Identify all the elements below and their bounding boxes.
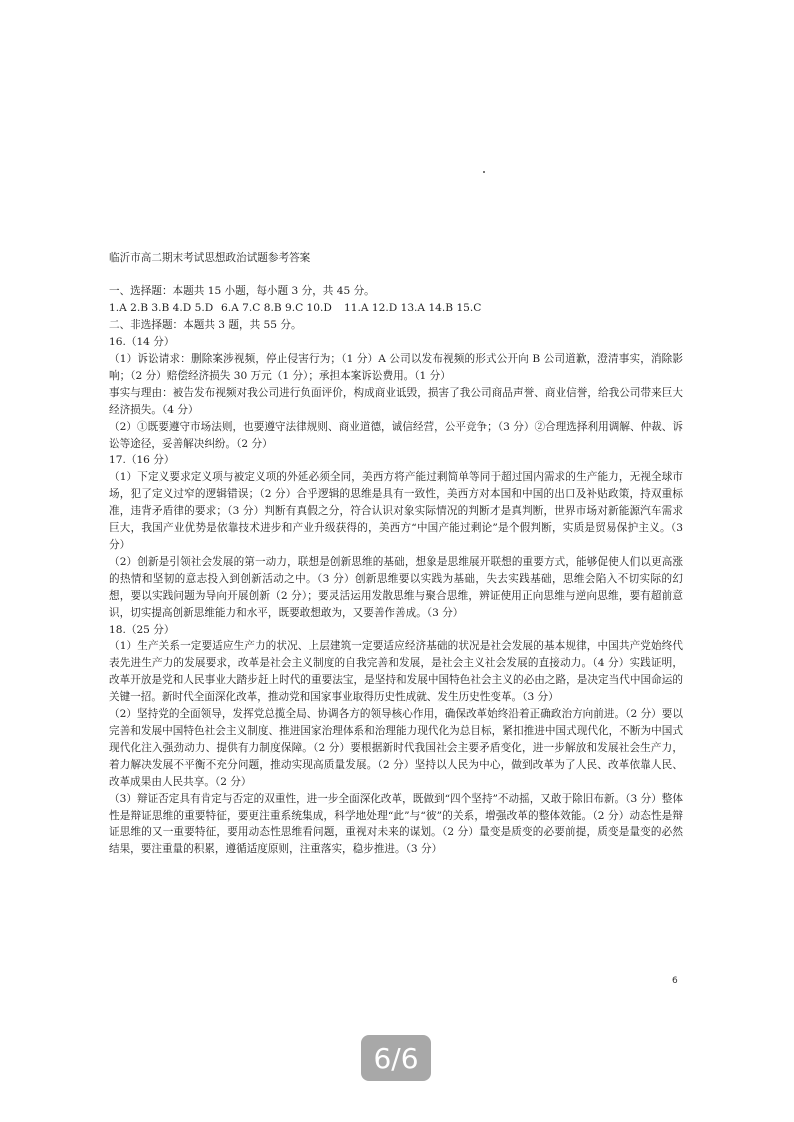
q17-header: 17.（16 分） <box>109 454 175 467</box>
document-title: 临沂市高二期末考试思想政治试题参考答案 <box>109 252 311 264</box>
section2-heading: 二、非选择题：本题共 3 题，共 55 分。 <box>109 319 302 332</box>
q18-part3: （3）辩证否定具有肯定与否定的双重性，进一步全面深化改革，既做到“四个坚持”不动摇，又敢于除旧布新。（3 分）整体性是辩证思维的重要特征，要更注重系统集成，科学地处理“此”与“彼”的关系，增强改革的整体效能。（2 分）动态性是辩证思维的又一重要特征，要用动态性思维看问题，重视对未来的谋划。（2 分）量变是质变的必要前提，质变是量变的必然结果，要注重量的积累，遵循适度原则，注重落实，稳步推进。（3 分） <box>109 792 683 856</box>
q18-part1: （1）生产关系一定要适应生产力的状况、上层建筑一定要适应经济基础的状况是社会发展的基本规律，中国共产党始终代表先进生产力的发展要求，改革是社会主义制度的自我完善和发展，是社会主义社会发展的直接动力。（4 分）实践证明，改革开放是党和人民事业大踏步赶上时代的重要法宝，是坚持和发展中国特色社会主义的必由之路，是决定当代中国命运的关键一招。新时代全面深化改革，推动党和国家事业取得历史性成就、发生历史性变革。（3 分） <box>109 640 683 704</box>
page-indicator[interactable]: 6/6 <box>361 1035 431 1081</box>
answers-6-10: 6.A 7.C 8.B 9.C 10.D <box>221 302 332 315</box>
answers-1-5: 1.A 2.B 3.B 4.D 5.D <box>109 302 214 315</box>
answers-11-15: 11.A 12.D 13.A 14.B 15.C <box>344 302 482 315</box>
q16-reason: 事实与理由：被告发布视频对我公司进行负面评价，构成商业诋毁，损害了我公司商品声誉、商业信誉，给我公司带来巨大经济损失。（4 分） <box>109 386 683 416</box>
q17-part1: （1）下定义要求定义项与被定义项的外延必须全同，美西方将产能过剩简单等同于超过国内需求的生产能力，无视全球市场，犯了定义过窄的逻辑错误；（2 分）合乎逻辑的思维是具有一致性，美西方对本国和中国的出口及补贴政策，持双重标准，违背矛盾律的要求；（3 分）判断有真假之分，符合认识对象实际情况的判断才是真判断，世界市场对新能源汽车需求巨大，我国产业优势是依靠技术进步和产业升级获得的，美西方“中国产能过剩论”是个假判断，实质是贸易保护主义。（3 分） <box>109 471 683 551</box>
q16-part2: （2）①既要遵守市场法则，也要遵守法律规则、商业道德，诚信经营，公平竞争；（3 分）②合理选择利用调解、仲裁、诉讼等途径，妥善解决纠纷。（2 分） <box>109 420 683 450</box>
section1-heading: 一、选择题：本题共 15 小题，每小题 3 分，共 45 分。 <box>109 285 375 298</box>
q16-part1: （1）诉讼请求：删除案涉视频，停止侵害行为；（1 分）A 公司以发布视频的形式公开向 B 公司道歉，澄清事实，消除影响；（2 分）赔偿经济损失 30 万元（1 分）；承担本案诉讼费用。（1 分） <box>109 353 683 382</box>
q16-header: 16.（14 分） <box>109 336 175 349</box>
q17-part2: （2）创新是引领社会发展的第一动力，联想是创新思维的基础，想象是思维展开联想的重要方式，能够促使人们以更高涨的热情和坚韧的意志投入到创新活动之中。（3 分）创新思维要以实践为基础，失去实践基础，思维会陷入不切实际的幻想，要以实践问题为导向开展创新（2 分）；要灵活运用发散思维与聚合思维，辨证使用正向思维与逆向思维，要有超前意识，切实提高创新思维能力和水平，既要敢想敢为，又要善作善成。（3 分） <box>109 555 683 619</box>
answer-document <box>109 250 683 858</box>
scan-speck <box>483 171 485 173</box>
page-number: 6 <box>672 976 678 986</box>
q18-part2: （2）坚持党的全面领导，发挥党总揽全局、协调各方的领导核心作用，确保改革始终沿着正确政治方向前进。（2 分）要以完善和发展中国特色社会主义制度、推进国家治理体系和治理能力现代化为总目标，紧扣推进中国式现代化，不断为中国式现代化注入强劲动力、提供有力制度保障。（2 分）要根据新时代我国社会主要矛盾变化，进一步解放和发展社会生产力，着力解决发展不平衡不充分问题，推动实现高质量发展。（2 分）坚持以人民为中心，做到改革为了人民、改革依靠人民、改革成果由人民共享。（2 分） <box>109 708 683 788</box>
choice-answers-row <box>109 300 683 317</box>
q18-header: 18.（25 分） <box>109 623 175 636</box>
